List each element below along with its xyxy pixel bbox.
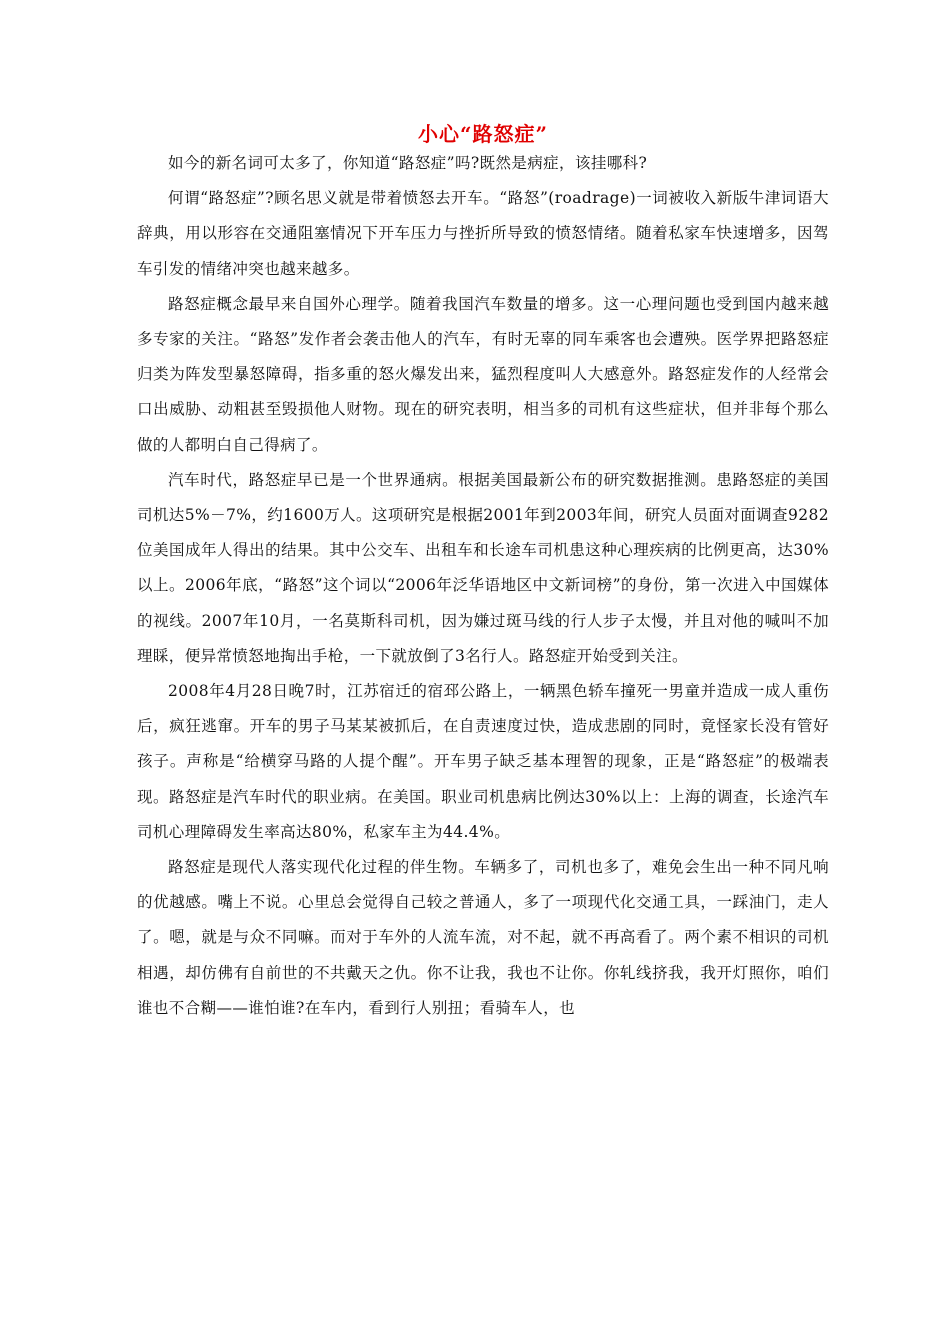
paragraph-6: 路怒症是现代人落实现代化过程的伴生物。车辆多了，司机也多了，难免会生出一种不同凡响的优越感。嘴上不说。心里总会觉得自己较之普通人，多了一项现代化交通工具，一踩油门，走人了。嗯，就是与众不同嘛。而对于车外的人流车流，对不起，就不再高看了。两个素不相识的司机相遇，却仿佛有自前世的不共戴天之仇。你不让我，我也不让你。你轧线挤我，我开灯照你，咱们谁也不合糊——谁怕谁?在车内，看到行人别扭；看骑车人，也 xyxy=(137,858,829,1017)
document-title: 小心“路怒症” xyxy=(417,122,548,146)
paragraph-5: 2008年4月28日晚7时，江苏宿迁的宿邳公路上，一辆黑色轿车撞死一男童并造成一成人重伤后，疯狂逃窜。开车的男子马某某被抓后，在自责速度过快，造成悲剧的同时，竟怪家长没有管好孩子。声称是“给横穿马路的人提个醒”。开车男子缺乏基本理智的现象，正是“路怒症”的极端表现。路怒症是汽车时代的职业病。在美国。职业司机患病比例达30%以上：上海的调查，长途汽车司机心理障碍发生率高达80%，私家车主为44.4%。 xyxy=(137,682,829,841)
document-page xyxy=(137,116,829,1026)
paragraph-1: 如今的新名词可太多了，你知道“路怒症”吗?既然是病症，该挂哪科? xyxy=(168,154,648,172)
paragraph-3: 路怒症概念最早来自国外心理学。随着我国汽车数量的增多。这一心理问题也受到国内越来越多专家的关注。“路怒”发作者会袭击他人的汽车，有时无辜的同车乘客也会遭殃。医学界把路怒症归类为阵发型暴怒障碍，指多重的怒火爆发出来，猛烈程度叫人大感意外。路怒症发作的人经常会口出威胁、动粗甚至毁损他人财物。现在的研究表明，相当多的司机有这些症状，但并非每个那么做的人都明白自己得病了。 xyxy=(137,294,829,454)
paragraph-4: 汽车时代，路怒症早已是一个世界通病。根据美国最新公布的研究数据推测。患路怒症的美国司机达5%－7%，约1600万人。这项研究是根据2001年到2003年间，研究人员面对面调查9282位美国成年人得出的结果。其中公交车、出租车和长途车司机患这种心理疾病的比例更高，达30%以上。2006年底，“路怒”这个词以“2006年泛华语地区中文新词榜”的身份，第一次进入中国媒体的视线。2007年10月，一名莫斯科司机，因为嫌过斑马线的行人步子太慢，并且对他的喊叫不加理睬，便异常愤怒地掏出手枪，一下就放倒了3名行人。路怒症开始受到关注。 xyxy=(137,470,829,665)
paragraph-2: 何谓“路怒症”?顾名思义就是带着愤怒去开车。“路怒”(roadrage)一词被收入新版牛津词语大辞典，用以形容在交通阻塞情况下开车压力与挫折所导致的愤怒情绪。随着私家车快速增多，因驾车引发的情绪冲突也越来越多。 xyxy=(137,189,829,278)
